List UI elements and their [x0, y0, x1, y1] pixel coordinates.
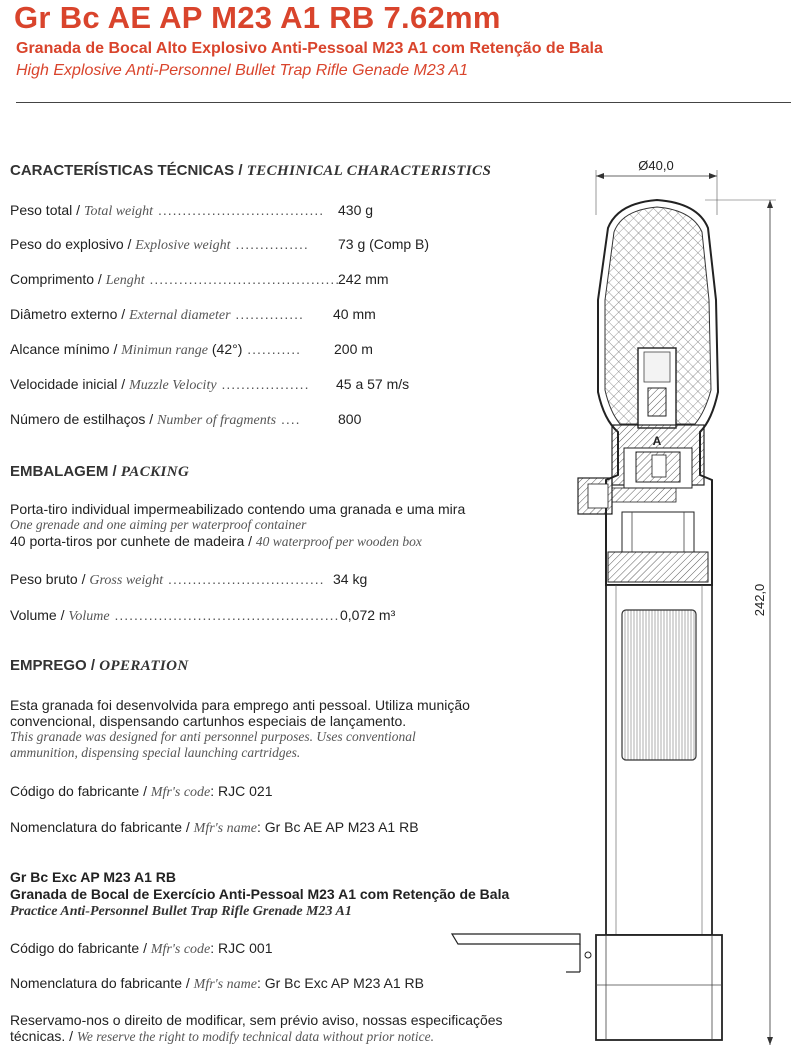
dot-leader: .................. — [216, 376, 310, 392]
mfr-name-label-en: Mfr's name — [193, 821, 257, 836]
packing-box-pt: 40 porta-tiros por cunhete de madeira / — [10, 533, 256, 549]
dot-leader: .... — [276, 411, 301, 427]
operation-heading-en: OPERATION — [99, 658, 189, 674]
operation-en-line: This granade was designed for anti personnel purposes. Uses conventional — [10, 729, 416, 744]
technical-heading-en: TECHINICAL CHARACTERISTICS — [246, 163, 492, 179]
operation-heading-pt: EMPREGO / — [10, 657, 100, 674]
spec-value: 430 g — [338, 202, 374, 218]
operation-pt-line: convencional, dispensando cartunhos especiais de lançamento. — [10, 713, 407, 729]
dot-leader: ................................ — [163, 571, 325, 587]
spec-label: Comprimento / — [10, 271, 106, 287]
aiming-device — [452, 934, 580, 944]
mfr-code-value: : RJC 021 — [210, 783, 273, 799]
mfr-code-label-en: Mfr's code — [150, 785, 211, 800]
spec-label-en: Total weight — [83, 204, 154, 219]
dot-leader: .................................. — [153, 202, 325, 218]
packing-heading-en: PACKING — [120, 464, 190, 480]
subtitle-portuguese: Granada de Bocal Alto Explosivo Anti-Pessoal M23 A1 com Retenção de Bala — [16, 40, 603, 57]
mfr-code-label-en: Mfr's code — [150, 942, 211, 957]
operation-en-line: ammunition, dispensing special launching cartridges. — [10, 745, 301, 760]
spec-label-en: Muzzle Velocity — [129, 378, 217, 393]
spec-label: Velocidade inicial / — [10, 376, 130, 392]
packing-line-pt: Porta-tiro individual impermeabilizado contendo uma granada e uma mira — [10, 501, 466, 517]
mfr-name-value: : Gr Bc AE AP M23 A1 RB — [256, 819, 419, 835]
dot-leader: ....................................... — [144, 271, 341, 287]
document-title: Gr Bc AE AP M23 A1 RB 7.62mm — [14, 0, 501, 35]
spec-label-en: Minimun range — [121, 343, 208, 358]
spec-label-en: Gross weight — [89, 573, 164, 588]
spec-label-en: Lenght — [105, 273, 145, 288]
subtitle-english: High Explosive Anti-Personnel Bullet Trap Rifle Genade M23 A1 — [16, 62, 469, 79]
dot-leader: .............................................. — [109, 607, 340, 623]
spec-value: 800 — [338, 411, 362, 427]
spec-value: 200 m — [334, 341, 373, 357]
mfr-name-label: Nomenclatura do fabricante / — [10, 819, 194, 835]
dot-leader: ........... — [242, 341, 302, 357]
warhead-body — [578, 200, 718, 585]
mfr-code-label: Código do fabricante / — [10, 783, 151, 799]
spec-value: 45 a 57 m/s — [336, 376, 410, 392]
spec-label-en: External diameter — [129, 308, 231, 323]
spec-label: Diâmetro externo / — [10, 306, 130, 322]
dot-leader: .............. — [230, 306, 304, 322]
practice-title: Gr Bc Exc AP M23 A1 RB — [10, 869, 176, 885]
tail-tube — [606, 585, 712, 935]
spec-value: 34 kg — [333, 571, 368, 587]
spec-label-en: Explosive weight — [135, 238, 231, 253]
spec-label: Peso bruto / — [10, 571, 90, 587]
packing-box-en: 40 waterproof per wooden box — [255, 534, 422, 549]
practice-subtitle-en: Practice Anti-Personnel Bullet Trap Rifle Grenade M23 A1 — [10, 904, 352, 919]
spec-value: 73 g (Comp B) — [338, 236, 430, 252]
spec-label: Peso do explosivo / — [10, 236, 136, 252]
mfr-name-label: Nomenclatura do fabricante / — [10, 975, 194, 991]
diameter-label: Ø40,0 — [638, 158, 674, 173]
spec-label-en: Number of fragments — [157, 413, 277, 428]
spec-value: 40 mm — [333, 306, 376, 322]
length-label: 242,0 — [752, 583, 767, 617]
footer-line-pt: Reservamo-nos o direito de modificar, sem prévio aviso, nossas especificações — [10, 1012, 503, 1028]
dot-leader: ............... — [230, 236, 309, 252]
spec-label: Alcance mínimo / — [10, 341, 122, 357]
mfr-code-label: Código do fabricante / — [10, 940, 151, 956]
mfr-name-value: : Gr Bc Exc AP M23 A1 RB — [256, 975, 424, 991]
spec-label: Número de estilhaços / — [10, 411, 158, 427]
spec-label-en: Volume — [68, 609, 110, 624]
spec-label: Volume / — [10, 607, 69, 623]
footer-line-pt-end: técnicas. / — [10, 1028, 77, 1044]
spec-label: Peso total / — [10, 202, 84, 218]
packing-heading-pt: EMBALAGEM / — [10, 463, 121, 480]
operation-pt-line: Esta granada foi desenvolvida para emprego anti pessoal. Utiliza munição — [10, 697, 470, 713]
practice-subtitle-pt: Granada de Bocal de Exercício Anti-Pessoal M23 A1 com Retenção de Bala — [10, 886, 510, 902]
mfr-code-value: : RJC 001 — [210, 940, 273, 956]
tail-fin-assembly — [452, 934, 722, 1040]
packing-line-en: One grenade and one aiming per waterproof container — [10, 517, 307, 532]
fuze-mark: A — [652, 434, 662, 448]
footer-line-en: We reserve the right to modify technical data without prior notice. — [76, 1029, 434, 1044]
spec-value: 0,072 m³ — [340, 607, 396, 623]
spec-value: 242 mm — [338, 271, 389, 287]
bullet-trap — [622, 610, 696, 760]
technical-heading-pt: CARACTERÍSTICAS TÉCNICAS / — [10, 162, 247, 179]
spec-label-extra: (42°) — [207, 341, 243, 357]
mfr-name-label-en: Mfr's name — [193, 977, 257, 992]
